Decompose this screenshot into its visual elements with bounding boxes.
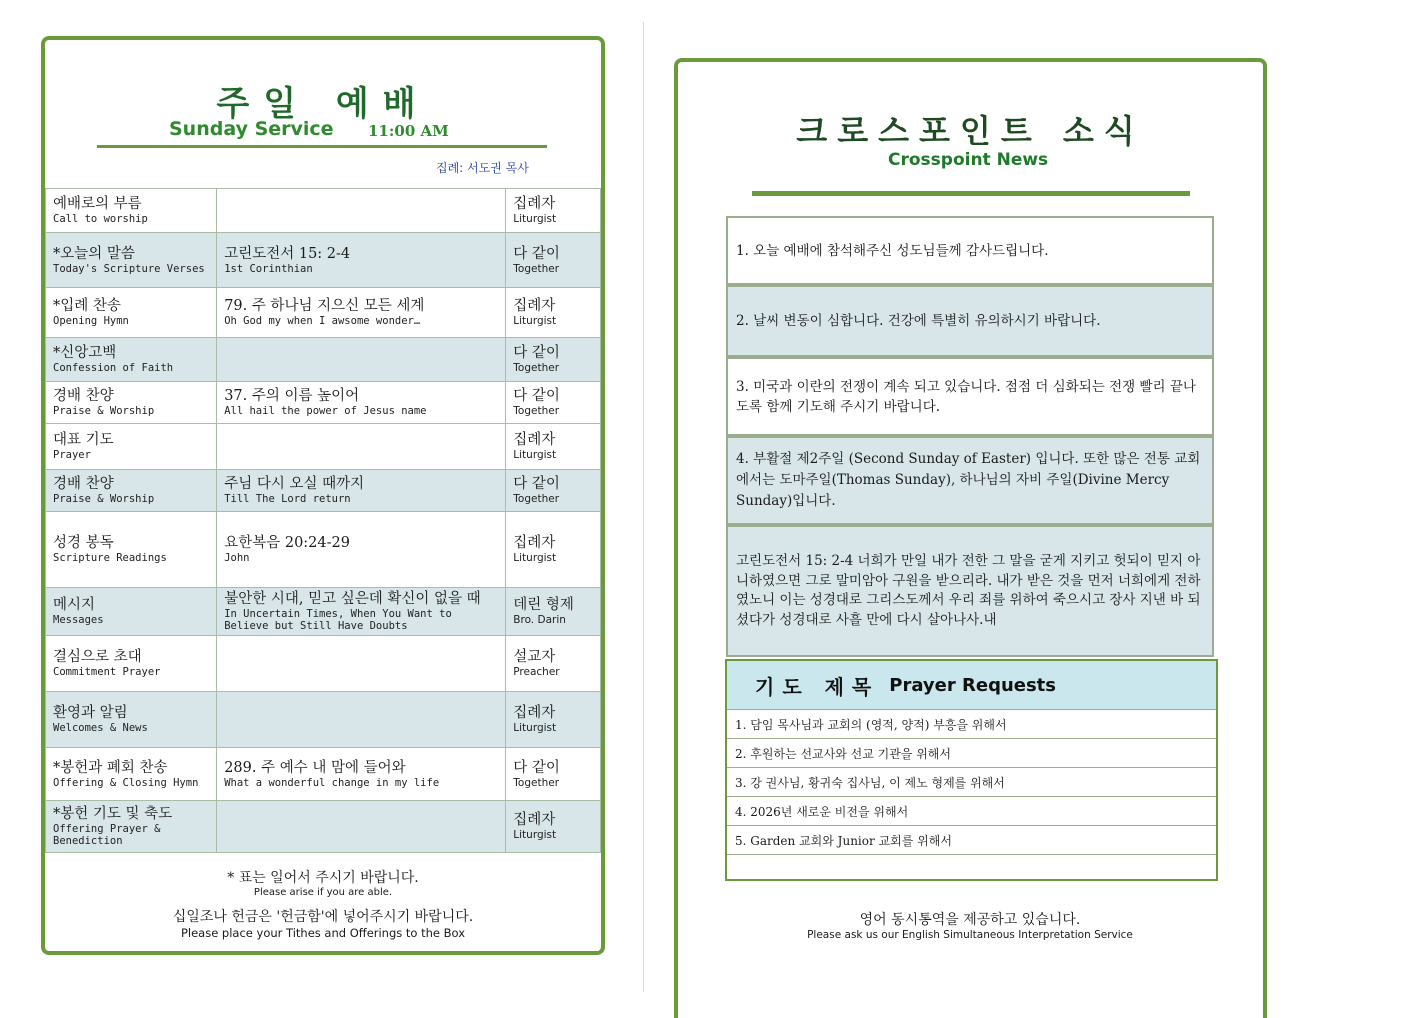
- service-row: [46, 801, 601, 853]
- service-detail: [217, 801, 506, 853]
- prayer-requests-header: [727, 661, 1216, 709]
- service-item: [46, 512, 217, 588]
- standing-note: [45, 867, 601, 898]
- service-leader-ko: 다 같이: [513, 388, 560, 404]
- service-leader-en: Liturgist: [513, 315, 557, 327]
- service-detail-ko: 79. 주 하나님 지으신 모든 세계: [224, 298, 425, 314]
- service-item: [46, 233, 217, 288]
- service-item-en: Welcomes & News: [53, 722, 148, 734]
- service-leader-ko: 데린 형제: [513, 597, 574, 613]
- service-item-ko: *봉헌 기도 및 축도: [53, 806, 173, 822]
- news-title-ko: 크로스포인트 소식: [796, 112, 1145, 150]
- service-item-en: Commitment Prayer: [53, 666, 161, 678]
- news-text-1: 1. 오늘 예배에 참석해주신 성도님들께 감사드립니다.: [736, 242, 1049, 259]
- service-row: [46, 748, 601, 801]
- service-detail-ko: 37. 주의 이름 높이어: [224, 388, 360, 404]
- prayer-item: 5. Garden 교회와 Junior 교회를 위해서: [727, 825, 1216, 854]
- service-leader-en: Together: [513, 262, 560, 275]
- service-item: [46, 338, 217, 382]
- news-item-5: [726, 525, 1214, 657]
- prayer-item: 4. 2026년 새로운 비전을 위해서: [727, 796, 1216, 825]
- news-text-3: 3. 미국과 이란의 전쟁이 계속 되고 있습니다. 점점 더 심화되는 전쟁 빨리 끝나도록 함께 기도해 주시기 바랍니다.: [736, 378, 1196, 415]
- service-leader-en: Together: [513, 362, 560, 374]
- service-row: [46, 636, 601, 692]
- service-item-ko: *오늘의 말씀: [53, 245, 135, 262]
- service-leader-ko: 다 같이: [513, 476, 560, 492]
- service-detail-en: In Uncertain Times, When You Want to Believe but Still Have Doubts: [224, 608, 452, 632]
- service-item-en: Today's Scripture Verses: [53, 262, 205, 275]
- service-detail: [217, 338, 506, 382]
- standing-note-ko: * 표는 일어서 주시기 바랍니다.: [227, 870, 419, 886]
- service-leader-en: Preacher: [513, 666, 560, 678]
- service-item-en: Offering Prayer & Benediction: [53, 823, 161, 847]
- prayer-list: [727, 709, 1216, 883]
- service-row: [46, 288, 601, 338]
- service-detail-ko: 고린도전서 15: 2-4: [224, 245, 351, 262]
- offering-note-ko: 십일조나 헌금은 '헌금함'에 넣어주시기 바랍니다.: [172, 909, 474, 925]
- service-item-ko: *입례 찬송: [53, 298, 121, 314]
- service-detail-ko: 289. 주 예수 내 맘에 들어와: [224, 759, 406, 776]
- news-text-5: 고린도전서 15: 2-4 너희가 만일 내가 전한 그 말을 굳게 지키고 헛되이 믿지 아니하였으면 그로 말미암아 구원을 받으리라. 내가 받은 것을 먼저 너희에게 전하였노니 이는 성경대로 그리스도께서 우리 죄를 위하여 죽으시고 장사 지낸 바 되셨다가 성경대로 사흘 만에 다시 살아나사.내: [736, 553, 1201, 628]
- service-leader-ko: 다 같이: [513, 759, 560, 776]
- service-row: [46, 588, 601, 636]
- service-item: [46, 636, 217, 692]
- offering-note: [45, 906, 601, 940]
- news-title-rule: [752, 191, 1190, 196]
- service-item-en: Call to worship: [53, 213, 148, 225]
- news-item-4: [726, 436, 1214, 525]
- service-detail: [217, 470, 506, 512]
- service-leader: [506, 512, 601, 588]
- prayer-item: 3. 강 권사님, 황귀숙 집사님, 이 제노 형제를 위해서: [727, 767, 1216, 796]
- service-item-en: Praise & Worship: [53, 405, 155, 417]
- service-item-ko: 결심으로 초대: [53, 649, 142, 665]
- service-leader-en: Together: [513, 405, 560, 417]
- service-leader: [506, 424, 601, 470]
- standing-note-en: Please arise if you are able.: [253, 887, 393, 898]
- service-row: [46, 382, 601, 424]
- service-row: [46, 470, 601, 512]
- service-leader-ko: 집례자: [513, 432, 556, 448]
- service-detail-en: 1st Corinthian: [224, 262, 313, 275]
- service-leader-en: Liturgist: [513, 213, 557, 225]
- service-leader-ko: 집례자: [513, 196, 556, 212]
- service-leader-en: Together: [513, 493, 560, 505]
- service-leader-ko: 집례자: [513, 705, 556, 721]
- service-item-en: Prayer: [53, 449, 91, 461]
- service-leader-en: Liturgist: [513, 449, 557, 461]
- service-time: 11:00 AM: [368, 122, 449, 140]
- service-leader-en: Together: [513, 776, 560, 789]
- service-detail: [217, 512, 506, 588]
- service-detail: [217, 288, 506, 338]
- service-item: [46, 588, 217, 636]
- service-leader: [506, 189, 601, 233]
- prayer-item: 1. 담임 목사님과 교회의 (영적, 양적) 부흥을 위해서: [727, 709, 1216, 738]
- service-row: [46, 512, 601, 588]
- service-row: [46, 424, 601, 470]
- service-item: [46, 801, 217, 853]
- page-divider: [643, 22, 644, 992]
- service-title-en: Sunday Service: [169, 118, 334, 140]
- service-item: [46, 382, 217, 424]
- service-item: [46, 748, 217, 801]
- service-detail: [217, 588, 506, 636]
- news-item-3: [726, 357, 1214, 436]
- service-detail: [217, 424, 506, 470]
- service-detail: [217, 382, 506, 424]
- service-item: [46, 470, 217, 512]
- service-row: [46, 338, 601, 382]
- prayer-title-en: Prayer Requests: [889, 674, 1057, 696]
- service-item-ko: 메시지: [53, 597, 96, 613]
- service-item: [46, 692, 217, 748]
- service-item-en: Praise & Worship: [53, 493, 155, 505]
- news-title-en: Crosspoint News: [888, 150, 1049, 170]
- service-leader-ko: 집례자: [513, 812, 556, 828]
- service-detail: [217, 636, 506, 692]
- news-text-2: 2. 날씨 변동이 심합니다. 건강에 특별히 유의하시기 바랍니다.: [736, 313, 1101, 329]
- service-detail: [217, 233, 506, 288]
- service-item-ko: *신앙고백: [53, 345, 117, 361]
- service-row: [46, 189, 601, 233]
- news-item-2: [726, 285, 1214, 357]
- service-item-ko: 경배 찬양: [53, 388, 114, 404]
- service-detail: [217, 692, 506, 748]
- service-leader-ko: 다 같이: [513, 245, 560, 262]
- service-leader-ko: 설교자: [513, 649, 556, 665]
- service-leader-en: Liturgist: [513, 829, 557, 841]
- service-item-en: Confession of Faith: [53, 362, 174, 374]
- service-item: [46, 424, 217, 470]
- service-detail-ko: 요한복음 20:24-29: [224, 535, 350, 551]
- service-leader-ko: 집례자: [513, 535, 556, 551]
- service-item-ko: 성경 봉독: [53, 535, 114, 551]
- service-item-en: Messages: [53, 614, 104, 626]
- service-item-en: Offering & Closing Hymn: [53, 776, 199, 789]
- news-item-1: [726, 216, 1214, 285]
- service-leader: [506, 233, 601, 288]
- service-leader: [506, 338, 601, 382]
- service-leader-ko: 다 같이: [513, 345, 560, 361]
- service-item-en: Opening Hymn: [53, 315, 129, 327]
- service-leader-en: Liturgist: [513, 722, 557, 734]
- service-title-ko: 주일 예배: [216, 84, 430, 124]
- service-leader: [506, 588, 601, 636]
- prayer-item: 2. 후원하는 선교사와 선교 기관을 위해서: [727, 738, 1216, 767]
- service-item-ko: 환영과 알림: [53, 705, 128, 721]
- service-detail-ko: 주님 다시 오실 때까지: [224, 476, 365, 492]
- service-item-ko: 예배로의 부름: [53, 196, 142, 212]
- service-leader-en: Bro. Darin: [513, 614, 566, 626]
- service-leader: [506, 692, 601, 748]
- service-item-ko: 경배 찬양: [53, 476, 114, 492]
- interpretation-note-en: Please ask us our English Simultaneous Interpretation Service: [807, 929, 1133, 941]
- service-detail-en: All hail the power of Jesus name: [224, 405, 427, 417]
- interpretation-note: [726, 909, 1214, 941]
- officiant: 집례: 서도권 목사: [436, 161, 529, 175]
- news-text-4: 4. 부활절 제2주일 (Second Sunday of Easter) 입니다. 또한 많은 전통 교회에서는 도마주일(Thomas Sunday), 하나님의 자비 주일(Divine Mercy Sunday)입니다.: [736, 451, 1201, 509]
- service-leader: [506, 470, 601, 512]
- service-item-ko: 대표 기도: [53, 432, 114, 448]
- service-detail-ko: 불안한 시대, 믿고 싶은데 확신이 없을 때: [224, 591, 481, 607]
- service-item: [46, 288, 217, 338]
- service-leader-ko: 집례자: [513, 298, 556, 314]
- service-leader: [506, 382, 601, 424]
- prayer-empty-row: [727, 854, 1216, 883]
- service-leader: [506, 748, 601, 801]
- service-row: [46, 692, 601, 748]
- service-detail-en: Oh God my when I awsome wonder…: [224, 315, 421, 327]
- interpretation-note-ko: 영어 동시통역을 제공하고 있습니다.: [859, 912, 1081, 928]
- prayer-requests-box: [725, 659, 1218, 881]
- service-detail: [217, 748, 506, 801]
- prayer-title-ko: 기도 제목: [755, 674, 880, 699]
- sunday-service-panel: [41, 36, 605, 955]
- service-item-ko: *봉헌과 폐회 찬송: [53, 759, 168, 776]
- service-detail: [217, 189, 506, 233]
- service-leader: [506, 288, 601, 338]
- service-item: [46, 189, 217, 233]
- service-order-table: [45, 188, 601, 853]
- offering-note-en: Please place your Tithes and Offerings to the Box: [180, 926, 466, 940]
- service-detail-en: What a wonderful change in my life: [224, 776, 440, 789]
- service-row: [46, 233, 601, 288]
- service-leader-en: Liturgist: [513, 552, 557, 564]
- title-rule: [97, 145, 547, 148]
- service-detail-en: John: [224, 552, 250, 564]
- service-item-en: Scripture Readings: [53, 552, 167, 564]
- service-leader: [506, 636, 601, 692]
- service-leader: [506, 801, 601, 853]
- service-detail-en: Till The Lord return: [224, 493, 351, 505]
